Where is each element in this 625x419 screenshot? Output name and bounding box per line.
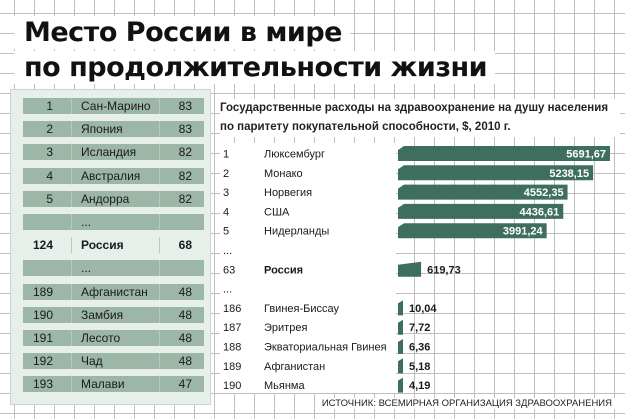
chart-category-label: Экваториальная Гвинея: [264, 341, 387, 354]
chart-value-label: 5,18: [409, 360, 431, 373]
ranking-value: 82: [178, 168, 192, 183]
ranking-value: 47: [178, 377, 192, 392]
chart-value-label: 5238,15: [549, 167, 590, 180]
chart-category-label: Афганистан: [264, 360, 326, 373]
ranking-rank: 191: [32, 331, 53, 345]
chart-category-label: США: [264, 206, 290, 219]
chart-category-label: Россия: [264, 264, 304, 277]
chart-rank-label: ...: [223, 245, 233, 257]
ranking-value: 83: [178, 122, 192, 137]
ranking-rank: 189: [32, 284, 53, 299]
chart-rank-label: 188: [223, 341, 242, 354]
chart-rank-label: 2: [223, 167, 230, 180]
ranking-country: ...: [81, 215, 92, 229]
chart-rank-label: 187: [223, 322, 242, 335]
chart-bar: [398, 339, 403, 354]
ranking-value: 82: [178, 145, 192, 160]
chart-category-label: Норвегия: [264, 187, 313, 200]
chart-rank-label: 3: [223, 187, 230, 200]
chart-rank-label: 63: [223, 264, 236, 277]
ranking-country: Малави: [81, 377, 125, 392]
ranking-value: 82: [178, 191, 192, 206]
chart-bar: [398, 262, 421, 277]
ranking-rank: 124: [32, 238, 53, 253]
ranking-rank: 1: [46, 99, 53, 113]
ranking-rank: 5: [46, 191, 53, 206]
title-line-1: Место России в мире: [14, 16, 350, 49]
chart-rank-label: 5: [223, 225, 230, 238]
chart-category-label: Люксембург: [264, 148, 326, 161]
ranking-country: Чад: [81, 354, 103, 369]
ranking-country: ...: [81, 261, 92, 276]
chart-value-label: 6,36: [409, 341, 431, 354]
source-note: ИСТОЧНИК: ВСЕМИРНАЯ ОРГАНИЗАЦИЯ ЗДРАВООХРАНЕНИЯ: [319, 398, 615, 409]
chart-rank-label: 189: [223, 360, 242, 373]
chart-value-label: 4,19: [409, 380, 431, 393]
chart-category-label: Нидерланды: [264, 225, 330, 238]
ranking-value: 68: [178, 238, 192, 253]
ranking-value: 83: [178, 99, 192, 113]
chart-label-backdrop: [220, 143, 396, 393]
ranking-country: Андорра: [81, 191, 130, 206]
chart-value-label: 7,72: [409, 322, 431, 335]
chart-value-label: 10,04: [409, 302, 437, 315]
ranking-rank: 3: [46, 145, 53, 160]
chart-value-label: 5691,67: [566, 148, 606, 161]
ranking-country: Россия: [81, 238, 124, 253]
chart-rank-label: ...: [223, 283, 233, 296]
ranking-value: 48: [178, 331, 192, 345]
chart-bar: [398, 378, 403, 393]
chart-value-label: 619,73: [427, 264, 461, 277]
ranking-rank: 190: [32, 307, 53, 322]
chart-rank-label: 190: [223, 380, 242, 393]
ranking-rank: 192: [32, 354, 53, 369]
ranking-value: 48: [178, 354, 192, 369]
ranking-rank: 2: [46, 122, 53, 137]
ranking-country: Лесото: [81, 331, 121, 345]
chart-category-label: Эритрея: [264, 322, 308, 335]
chart-rank-label: 1: [223, 148, 230, 161]
ranking-country: Исландия: [81, 145, 137, 160]
ranking-value: 48: [178, 307, 192, 322]
chart-bar: [398, 300, 403, 315]
ranking-country: Сан-Марино: [81, 99, 151, 113]
chart-value-label: 4552,35: [523, 187, 564, 200]
chart-bar: [398, 358, 403, 373]
ranking-rank: 4: [46, 168, 53, 183]
title-line-2: по продолжительности жизни: [14, 51, 495, 84]
chart-rank-label: 186: [223, 302, 242, 315]
chart-rank-label: 4: [223, 206, 230, 219]
chart-category-label: Мьянма: [264, 380, 305, 393]
chart-bar: [398, 320, 403, 335]
chart-value-label: 4436,61: [519, 206, 560, 219]
ranking-country: Афганистан: [81, 284, 148, 299]
chart-title: Государственные расходы на здравоохранение на душу населения по паритету покупательной способности, $, 2010 г.: [220, 99, 620, 137]
ranking-country: Австралия: [81, 168, 141, 183]
ranking-country: Япония: [81, 122, 123, 137]
ranking-value: 48: [178, 284, 192, 299]
ranking-rank: 193: [32, 377, 53, 392]
chart-category-label: Гвинея-Биссау: [264, 302, 339, 315]
chart-value-label: 3991,24: [502, 225, 543, 238]
chart-category-label: Монако: [264, 167, 303, 180]
ranking-country: Замбия: [81, 307, 124, 322]
